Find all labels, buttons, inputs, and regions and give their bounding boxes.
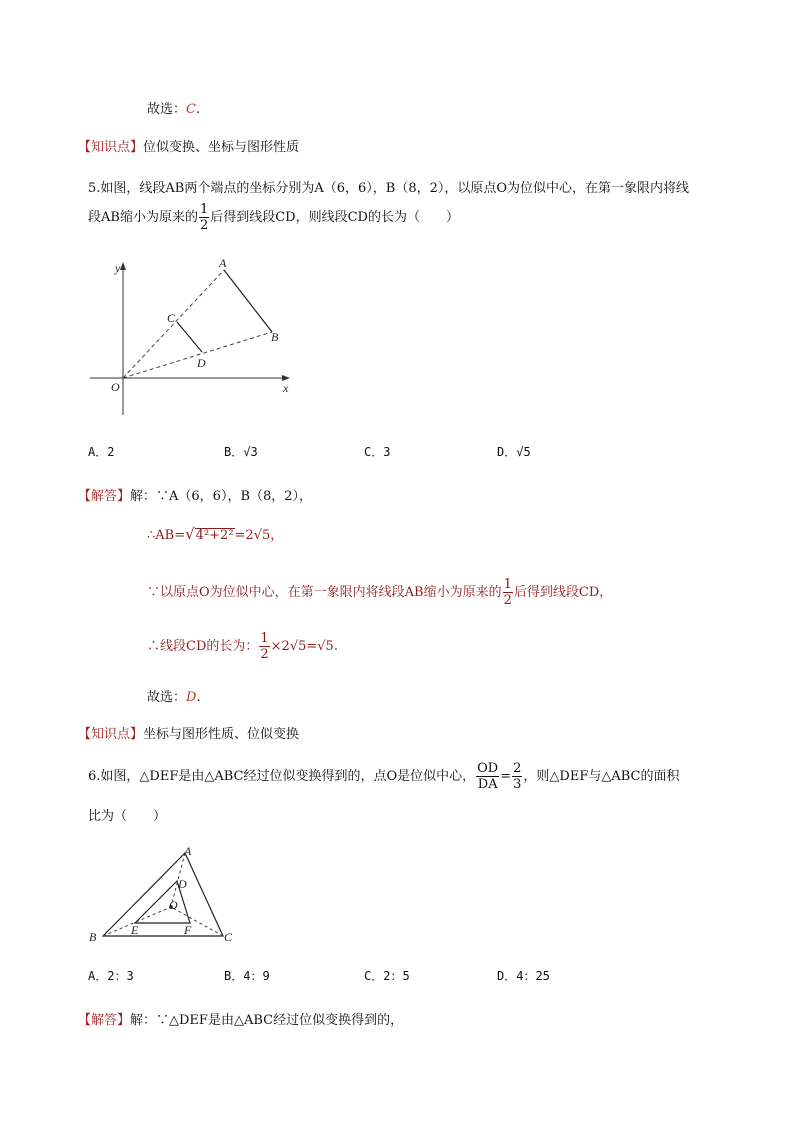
q5-answer-letter: D (186, 690, 197, 705)
q6-fraction-ratio (512, 762, 522, 791)
q5-choice-a (88, 443, 114, 460)
solution-line2-pre: ∴AB= (147, 528, 186, 543)
solution-tag: 【解答】 (78, 489, 131, 504)
q5-solution-line3 (147, 578, 612, 607)
q5-fraction-den: 2 (199, 218, 209, 233)
solution-line2-radicand: 4²+2² (195, 528, 234, 543)
prev-answer-suffix: . (195, 102, 201, 117)
q6-choice-c-value: 2：5 (383, 969, 410, 983)
q5-solution-line2 (147, 524, 283, 543)
q5-x-axis (90, 375, 290, 381)
solution-line3-pre: ∵以原点O为位似中心，在第一象限内将线段AB缩小为原来的 (147, 585, 502, 600)
q5-label-D: D (197, 356, 206, 370)
q5-label-B: B (271, 330, 279, 344)
q5-fraction-num: 1 (199, 202, 209, 217)
q5-choice-b-letter: B． (224, 445, 244, 459)
q5-choice-c-letter: C． (364, 445, 384, 459)
q6-choice-d-letter: D． (497, 969, 517, 983)
q6-choice-b-letter: B． (224, 969, 244, 983)
q5-choice-b (224, 443, 258, 460)
knowledge-point-text: 位似变换、坐标与图形性质 (143, 140, 300, 155)
q6-choice-d-value: 4：25 (516, 969, 550, 983)
q6-label-F: F (184, 923, 192, 937)
q5-choice-d (497, 443, 531, 460)
solution-line3-post: 后得到线段CD， (513, 585, 613, 600)
prev-answer-line (147, 98, 200, 117)
q6-figure (85, 843, 245, 948)
knowledge-point-2 (78, 723, 299, 742)
q5-solution-line4 (147, 632, 338, 661)
solution-line4-frac-den: 2 (260, 647, 269, 662)
q6-frac2-num: 2 (513, 761, 522, 776)
q6-choice-a-value: 2：3 (107, 969, 134, 983)
solution-line4-frac-num: 1 (260, 631, 269, 646)
q5-solution-line1 (78, 485, 312, 504)
q5-choice-a-letter: A． (88, 445, 108, 459)
q5-label-x: x (283, 381, 289, 395)
solution-line4-pre: ∴线段CD的长为： (147, 639, 259, 654)
q6-choice-c (364, 967, 410, 984)
prev-answer-letter: C (186, 102, 196, 117)
q5-choice-c-value: 3 (383, 445, 391, 459)
q5-line2 (88, 203, 459, 232)
q6-fraction-od-da (476, 762, 499, 791)
q5-choice-c (364, 443, 390, 460)
q5-label-A: A (219, 256, 227, 270)
q5-line1: 5.如图，线段AB两个端点的坐标分别为A（6，6），B（8，2），以原点O为位似中心，在第一象限内将线 (88, 181, 690, 196)
q6-line1-pre: 6.如图，△DEF是由△ABC经过位似变换得到的，点O是位似中心， (88, 769, 476, 784)
q6-label-C: C (224, 930, 233, 944)
solution-line1-text: 解：∵△DEF是由△ABC经过位似变换得到的， (130, 1013, 404, 1028)
q5-label-O: O (111, 380, 120, 394)
q5-line2-pre: 段AB缩小为原来的 (88, 210, 198, 225)
q6-choice-a (88, 967, 134, 984)
q5-answer-suffix: . (196, 690, 201, 705)
q6-label-A: A (184, 844, 192, 858)
q6-choice-b (224, 967, 270, 984)
knowledge-point-tag: 【知识点】 (78, 727, 144, 742)
q6-solution-line1 (78, 1009, 403, 1028)
q6-line2: 比为（ ） (88, 809, 167, 824)
q5-y-axis (120, 262, 126, 415)
q6-choice-b-value: 4：9 (243, 969, 270, 983)
solution-line3-frac-den: 2 (503, 593, 512, 608)
q5-figure (85, 255, 305, 420)
q6-label-O: O (169, 898, 178, 912)
q6-eq: = (500, 769, 512, 784)
solution-line4-fraction (259, 632, 269, 661)
q6-label-D: D (178, 877, 187, 891)
q6-frac-den: DA (477, 777, 498, 792)
q6-choice-a-letter: A． (88, 969, 108, 983)
q5-segment-OB (123, 332, 272, 378)
q6-line1 (88, 762, 679, 791)
q6-frac2-den: 3 (513, 777, 522, 792)
q5-segment-AB (224, 270, 272, 332)
solution-line4-post: ×2√5=√5. (270, 639, 338, 654)
knowledge-point-text: 坐标与图形性质、位似变换 (143, 727, 300, 742)
q5-choice-d-letter: D． (497, 445, 517, 459)
solution-tag: 【解答】 (78, 1013, 131, 1028)
prev-answer-prefix: 故选： (147, 102, 187, 117)
radical-sign: √ (185, 525, 195, 543)
solution-line3-fraction (503, 578, 513, 607)
q5-segment-CD (177, 322, 202, 352)
q5-choice-d-value: √5 (516, 445, 531, 459)
knowledge-point-tag: 【知识点】 (78, 140, 144, 155)
q5-choice-b-value: √3 (243, 445, 258, 459)
knowledge-point-1 (78, 136, 299, 155)
q6-frac-num: OD (477, 761, 499, 776)
q6-choice-c-letter: C． (364, 969, 384, 983)
q5-label-y: y (115, 261, 121, 275)
solution-line3-frac-num: 1 (503, 577, 512, 592)
q5-choice-a-value: 2 (107, 445, 115, 459)
solution-line2-post: =2√5， (234, 528, 284, 543)
q5-line2-post: 后得到线段CD，则线段CD的长为（ ） (210, 210, 459, 225)
q5-label-C: C (167, 311, 176, 325)
solution-line1-text: 解：∵A（6，6），B（8，2）， (130, 489, 313, 504)
q6-choice-d (497, 967, 550, 984)
q5-fraction (199, 203, 209, 232)
q5-answer-prefix: 故选： (147, 690, 187, 705)
q6-segment-CO (171, 907, 223, 936)
q6-label-E: E (131, 923, 139, 937)
q5-answer-line (147, 686, 201, 705)
q6-line1-post: ，则△DEF与△ABC的面积 (523, 769, 680, 784)
q6-label-B: B (89, 930, 97, 944)
